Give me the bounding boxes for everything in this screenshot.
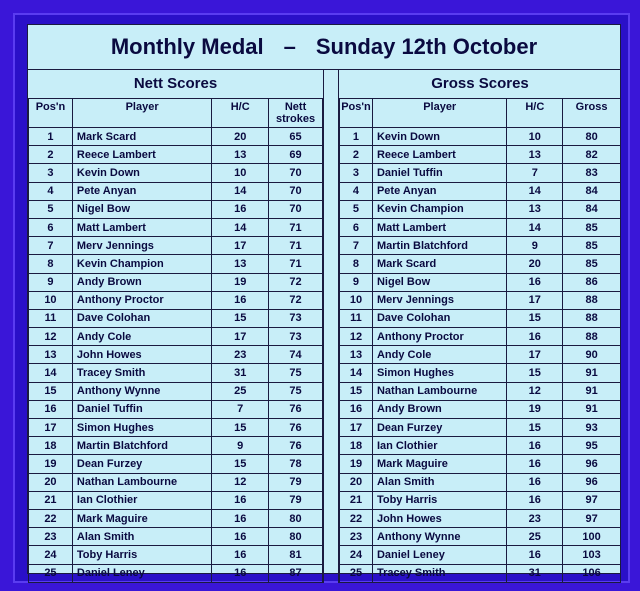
player-cell: Simon Hughes bbox=[372, 364, 506, 382]
table-row bbox=[29, 237, 323, 255]
position-cell: 9 bbox=[29, 273, 73, 291]
player-cell: Merv Jennings bbox=[72, 237, 211, 255]
handicap-cell: 31 bbox=[507, 564, 563, 582]
score-cell: 73 bbox=[269, 328, 323, 346]
score-cell: 76 bbox=[269, 400, 323, 418]
position-cell: 23 bbox=[29, 528, 73, 546]
position-cell: 8 bbox=[29, 255, 73, 273]
player-cell: Tracey Smith bbox=[372, 564, 506, 582]
handicap-cell: 15 bbox=[507, 419, 563, 437]
position-cell: 1 bbox=[340, 128, 373, 146]
handicap-cell: 16 bbox=[507, 437, 563, 455]
position-cell: 22 bbox=[29, 509, 73, 527]
score-cell: 91 bbox=[563, 364, 621, 382]
position-cell: 8 bbox=[340, 255, 373, 273]
table-row bbox=[340, 437, 621, 455]
position-cell: 16 bbox=[29, 400, 73, 418]
score-cell: 85 bbox=[563, 255, 621, 273]
score-cell: 93 bbox=[563, 419, 621, 437]
handicap-cell: 15 bbox=[212, 419, 269, 437]
score-cell: 75 bbox=[269, 364, 323, 382]
score-cell: 70 bbox=[269, 164, 323, 182]
table-header-row bbox=[340, 99, 621, 128]
table-row bbox=[340, 491, 621, 509]
column-header: Pos'n bbox=[340, 99, 373, 128]
handicap-cell: 20 bbox=[212, 128, 269, 146]
handicap-cell: 13 bbox=[212, 146, 269, 164]
player-cell: Nigel Bow bbox=[372, 273, 506, 291]
handicap-cell: 23 bbox=[507, 509, 563, 527]
player-cell: Matt Lambert bbox=[372, 218, 506, 236]
handicap-cell: 16 bbox=[507, 455, 563, 473]
table-row bbox=[340, 182, 621, 200]
score-cell: 79 bbox=[269, 473, 323, 491]
column-header: Nett strokes bbox=[269, 99, 323, 128]
player-cell: John Howes bbox=[372, 509, 506, 527]
score-cell: 96 bbox=[563, 455, 621, 473]
handicap-cell: 20 bbox=[507, 255, 563, 273]
position-cell: 10 bbox=[340, 291, 373, 309]
handicap-cell: 16 bbox=[507, 328, 563, 346]
table-row bbox=[29, 200, 323, 218]
table-row bbox=[29, 473, 323, 491]
table-row bbox=[340, 255, 621, 273]
table-row bbox=[340, 564, 621, 582]
player-cell: Kevin Champion bbox=[372, 200, 506, 218]
score-cell: 96 bbox=[563, 473, 621, 491]
score-cell: 81 bbox=[269, 546, 323, 564]
score-cell: 87 bbox=[269, 564, 323, 582]
handicap-cell: 7 bbox=[212, 400, 269, 418]
player-cell: Dave Colohan bbox=[72, 309, 211, 327]
nett-scores-section bbox=[28, 70, 324, 583]
gross-scores-heading: Gross Scores bbox=[431, 75, 529, 92]
player-cell: Anthony Wynne bbox=[372, 528, 506, 546]
handicap-cell: 14 bbox=[507, 182, 563, 200]
table-row bbox=[340, 473, 621, 491]
column-header: H/C bbox=[507, 99, 563, 128]
score-cell: 80 bbox=[269, 509, 323, 527]
player-cell: Dean Furzey bbox=[72, 455, 211, 473]
handicap-cell: 10 bbox=[507, 128, 563, 146]
handicap-cell: 15 bbox=[212, 309, 269, 327]
column-header: Pos'n bbox=[29, 99, 73, 128]
handicap-cell: 16 bbox=[212, 491, 269, 509]
handicap-cell: 13 bbox=[507, 146, 563, 164]
position-cell: 10 bbox=[29, 291, 73, 309]
position-cell: 16 bbox=[340, 400, 373, 418]
position-cell: 19 bbox=[340, 455, 373, 473]
handicap-cell: 31 bbox=[212, 364, 269, 382]
position-cell: 24 bbox=[340, 546, 373, 564]
score-cell: 90 bbox=[563, 346, 621, 364]
position-cell: 12 bbox=[29, 328, 73, 346]
table-row bbox=[29, 382, 323, 400]
score-cell: 69 bbox=[269, 146, 323, 164]
table-row bbox=[29, 273, 323, 291]
player-cell: Anthony Proctor bbox=[372, 328, 506, 346]
handicap-cell: 17 bbox=[212, 328, 269, 346]
position-cell: 11 bbox=[340, 309, 373, 327]
table-row bbox=[29, 509, 323, 527]
nett-scores-heading: Nett Scores bbox=[133, 75, 218, 92]
handicap-cell: 19 bbox=[507, 400, 563, 418]
score-cell: 91 bbox=[563, 400, 621, 418]
handicap-cell: 16 bbox=[507, 273, 563, 291]
table-row bbox=[340, 419, 621, 437]
position-cell: 7 bbox=[340, 237, 373, 255]
player-cell: Pete Anyan bbox=[372, 182, 506, 200]
table-row bbox=[29, 218, 323, 236]
position-cell: 7 bbox=[29, 237, 73, 255]
gross-scores-section bbox=[338, 70, 621, 583]
position-cell: 11 bbox=[29, 309, 73, 327]
position-cell: 25 bbox=[340, 564, 373, 582]
score-cell: 71 bbox=[269, 255, 323, 273]
page-title bbox=[28, 25, 620, 70]
gross-scores-table bbox=[339, 98, 621, 583]
score-cell: 72 bbox=[269, 273, 323, 291]
player-cell: John Howes bbox=[72, 346, 211, 364]
table-header-row bbox=[29, 99, 323, 128]
score-cell: 78 bbox=[269, 455, 323, 473]
table-row bbox=[340, 273, 621, 291]
position-cell: 9 bbox=[340, 273, 373, 291]
position-cell: 1 bbox=[29, 128, 73, 146]
handicap-cell: 14 bbox=[507, 218, 563, 236]
table-row bbox=[29, 564, 323, 582]
table-row bbox=[340, 400, 621, 418]
results-panel bbox=[27, 24, 621, 580]
table-row bbox=[340, 128, 621, 146]
column-header: H/C bbox=[212, 99, 269, 128]
table-row bbox=[29, 455, 323, 473]
position-cell: 21 bbox=[29, 491, 73, 509]
score-cell: 106 bbox=[563, 564, 621, 582]
player-cell: Anthony Proctor bbox=[72, 291, 211, 309]
score-cell: 84 bbox=[563, 182, 621, 200]
score-cell: 100 bbox=[563, 528, 621, 546]
title-dash: – bbox=[283, 34, 296, 59]
handicap-cell: 14 bbox=[212, 182, 269, 200]
player-cell: Daniel Leney bbox=[72, 564, 211, 582]
handicap-cell: 15 bbox=[507, 364, 563, 382]
player-cell: Dean Furzey bbox=[372, 419, 506, 437]
table-row bbox=[29, 364, 323, 382]
score-cell: 97 bbox=[563, 491, 621, 509]
handicap-cell: 17 bbox=[507, 346, 563, 364]
column-header: Player bbox=[372, 99, 506, 128]
score-cell: 72 bbox=[269, 291, 323, 309]
score-cell: 80 bbox=[269, 528, 323, 546]
title-right: Sunday 12th October bbox=[315, 34, 538, 59]
handicap-cell: 7 bbox=[507, 164, 563, 182]
score-cell: 103 bbox=[563, 546, 621, 564]
table-row bbox=[29, 546, 323, 564]
table-row bbox=[29, 437, 323, 455]
player-cell: Mark Maguire bbox=[372, 455, 506, 473]
handicap-cell: 13 bbox=[212, 255, 269, 273]
table-row bbox=[29, 528, 323, 546]
score-cell: 71 bbox=[269, 218, 323, 236]
table-row bbox=[340, 200, 621, 218]
handicap-cell: 16 bbox=[507, 491, 563, 509]
table-row bbox=[340, 382, 621, 400]
player-cell: Daniel Tuffin bbox=[372, 164, 506, 182]
table-row bbox=[29, 419, 323, 437]
handicap-cell: 19 bbox=[212, 273, 269, 291]
score-cell: 70 bbox=[269, 200, 323, 218]
player-cell: Andy Cole bbox=[372, 346, 506, 364]
position-cell: 18 bbox=[340, 437, 373, 455]
handicap-cell: 25 bbox=[507, 528, 563, 546]
handicap-cell: 16 bbox=[212, 200, 269, 218]
score-cell: 84 bbox=[563, 200, 621, 218]
handicap-cell: 16 bbox=[507, 473, 563, 491]
position-cell: 24 bbox=[29, 546, 73, 564]
player-cell: Nathan Lambourne bbox=[372, 382, 506, 400]
player-cell: Mark Scard bbox=[372, 255, 506, 273]
score-cell: 79 bbox=[269, 491, 323, 509]
position-cell: 17 bbox=[29, 419, 73, 437]
table-row bbox=[29, 146, 323, 164]
outer-frame bbox=[13, 13, 630, 583]
handicap-cell: 13 bbox=[507, 200, 563, 218]
position-cell: 5 bbox=[29, 200, 73, 218]
position-cell: 15 bbox=[29, 382, 73, 400]
column-header: Gross bbox=[563, 99, 621, 128]
player-cell: Andy Cole bbox=[72, 328, 211, 346]
position-cell: 12 bbox=[340, 328, 373, 346]
handicap-cell: 9 bbox=[212, 437, 269, 455]
table-row bbox=[340, 328, 621, 346]
player-cell: Kevin Champion bbox=[72, 255, 211, 273]
position-cell: 2 bbox=[29, 146, 73, 164]
handicap-cell: 15 bbox=[507, 309, 563, 327]
score-cell: 76 bbox=[269, 419, 323, 437]
handicap-cell: 12 bbox=[212, 473, 269, 491]
score-cell: 76 bbox=[269, 437, 323, 455]
position-cell: 21 bbox=[340, 491, 373, 509]
player-cell: Matt Lambert bbox=[72, 218, 211, 236]
player-cell: Martin Blatchford bbox=[72, 437, 211, 455]
player-cell: Toby Harris bbox=[372, 491, 506, 509]
player-cell: Simon Hughes bbox=[72, 419, 211, 437]
position-cell: 4 bbox=[29, 182, 73, 200]
position-cell: 19 bbox=[29, 455, 73, 473]
player-cell: Ian Clothier bbox=[72, 491, 211, 509]
table-row bbox=[340, 218, 621, 236]
table-row bbox=[29, 400, 323, 418]
table-row bbox=[340, 455, 621, 473]
handicap-cell: 16 bbox=[212, 509, 269, 527]
table-row bbox=[29, 291, 323, 309]
table-row bbox=[29, 164, 323, 182]
player-cell: Alan Smith bbox=[72, 528, 211, 546]
score-cell: 80 bbox=[563, 128, 621, 146]
player-cell: Pete Anyan bbox=[72, 182, 211, 200]
handicap-cell: 15 bbox=[212, 455, 269, 473]
player-cell: Mark Scard bbox=[72, 128, 211, 146]
handicap-cell: 12 bbox=[507, 382, 563, 400]
table-row bbox=[340, 346, 621, 364]
column-header: Player bbox=[72, 99, 211, 128]
player-cell: Nathan Lambourne bbox=[72, 473, 211, 491]
table-row bbox=[340, 237, 621, 255]
position-cell: 13 bbox=[29, 346, 73, 364]
player-cell: Reece Lambert bbox=[372, 146, 506, 164]
player-cell: Andy Brown bbox=[372, 400, 506, 418]
player-cell: Martin Blatchford bbox=[372, 237, 506, 255]
score-cell: 74 bbox=[269, 346, 323, 364]
score-cell: 95 bbox=[563, 437, 621, 455]
table-row bbox=[340, 309, 621, 327]
handicap-cell: 17 bbox=[507, 291, 563, 309]
score-cell: 65 bbox=[269, 128, 323, 146]
position-cell: 4 bbox=[340, 182, 373, 200]
position-cell: 17 bbox=[340, 419, 373, 437]
handicap-cell: 25 bbox=[212, 382, 269, 400]
table-row bbox=[29, 309, 323, 327]
table-row bbox=[29, 128, 323, 146]
player-cell: Merv Jennings bbox=[372, 291, 506, 309]
position-cell: 14 bbox=[340, 364, 373, 382]
handicap-cell: 16 bbox=[212, 528, 269, 546]
player-cell: Reece Lambert bbox=[72, 146, 211, 164]
score-cell: 83 bbox=[563, 164, 621, 182]
table-row bbox=[29, 346, 323, 364]
player-cell: Kevin Down bbox=[72, 164, 211, 182]
handicap-cell: 10 bbox=[212, 164, 269, 182]
player-cell: Anthony Wynne bbox=[72, 382, 211, 400]
position-cell: 20 bbox=[29, 473, 73, 491]
nett-scores-table bbox=[28, 98, 323, 583]
player-cell: Daniel Tuffin bbox=[72, 400, 211, 418]
handicap-cell: 16 bbox=[212, 291, 269, 309]
table-row bbox=[340, 291, 621, 309]
player-cell: Daniel Leney bbox=[372, 546, 506, 564]
table-row bbox=[340, 509, 621, 527]
position-cell: 2 bbox=[340, 146, 373, 164]
table-row bbox=[340, 164, 621, 182]
score-cell: 71 bbox=[269, 237, 323, 255]
score-cell: 88 bbox=[563, 291, 621, 309]
handicap-cell: 16 bbox=[212, 564, 269, 582]
table-row bbox=[340, 364, 621, 382]
score-cell: 70 bbox=[269, 182, 323, 200]
position-cell: 3 bbox=[29, 164, 73, 182]
player-cell: Ian Clothier bbox=[372, 437, 506, 455]
title-left: Monthly Medal bbox=[110, 34, 264, 59]
position-cell: 13 bbox=[340, 346, 373, 364]
position-cell: 20 bbox=[340, 473, 373, 491]
handicap-cell: 17 bbox=[212, 237, 269, 255]
position-cell: 25 bbox=[29, 564, 73, 582]
handicap-cell: 16 bbox=[507, 546, 563, 564]
position-cell: 14 bbox=[29, 364, 73, 382]
table-row bbox=[340, 146, 621, 164]
score-cell: 85 bbox=[563, 237, 621, 255]
score-cell: 91 bbox=[563, 382, 621, 400]
score-cell: 75 bbox=[269, 382, 323, 400]
score-cell: 86 bbox=[563, 273, 621, 291]
score-cell: 73 bbox=[269, 309, 323, 327]
table-row bbox=[29, 328, 323, 346]
handicap-cell: 23 bbox=[212, 346, 269, 364]
position-cell: 22 bbox=[340, 509, 373, 527]
position-cell: 23 bbox=[340, 528, 373, 546]
score-cell: 88 bbox=[563, 309, 621, 327]
player-cell: Tracey Smith bbox=[72, 364, 211, 382]
position-cell: 3 bbox=[340, 164, 373, 182]
player-cell: Andy Brown bbox=[72, 273, 211, 291]
player-cell: Kevin Down bbox=[372, 128, 506, 146]
position-cell: 6 bbox=[29, 218, 73, 236]
handicap-cell: 14 bbox=[212, 218, 269, 236]
player-cell: Alan Smith bbox=[372, 473, 506, 491]
handicap-cell: 16 bbox=[212, 546, 269, 564]
position-cell: 6 bbox=[340, 218, 373, 236]
score-cell: 88 bbox=[563, 328, 621, 346]
player-cell: Mark Maguire bbox=[72, 509, 211, 527]
score-cell: 97 bbox=[563, 509, 621, 527]
table-row bbox=[340, 546, 621, 564]
score-cell: 82 bbox=[563, 146, 621, 164]
table-row bbox=[29, 255, 323, 273]
player-cell: Dave Colohan bbox=[372, 309, 506, 327]
position-cell: 5 bbox=[340, 200, 373, 218]
player-cell: Nigel Bow bbox=[72, 200, 211, 218]
score-cell: 85 bbox=[563, 218, 621, 236]
player-cell: Toby Harris bbox=[72, 546, 211, 564]
position-cell: 18 bbox=[29, 437, 73, 455]
handicap-cell: 9 bbox=[507, 237, 563, 255]
table-row bbox=[29, 182, 323, 200]
table-row bbox=[29, 491, 323, 509]
position-cell: 15 bbox=[340, 382, 373, 400]
column-gap bbox=[324, 70, 337, 573]
table-row bbox=[340, 528, 621, 546]
